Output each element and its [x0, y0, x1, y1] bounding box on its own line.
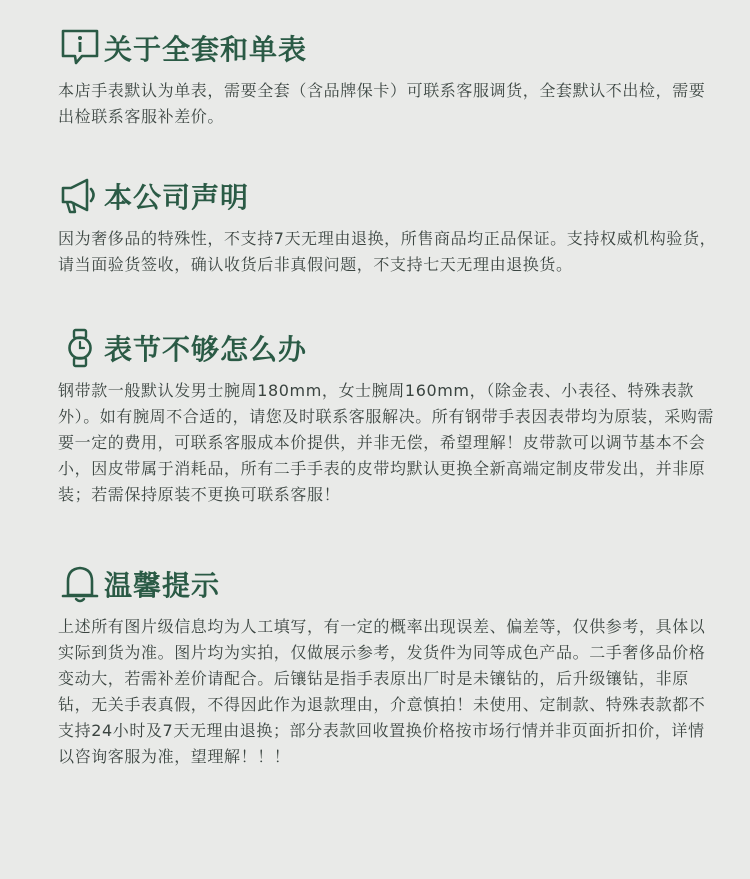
section-warm-tips: [58, 562, 718, 770]
section-body: 因为奢侈品的特殊性，不支持7天无理由退换，所售商品均正品保证。支持权威机构验货，请当面验货签收，确认收货后非真假问题，不支持七天无理由退换货。: [58, 229, 717, 274]
section-body: 钢带款一般默认发男士腕周180mm，女士腕周160mm，（除金表、小表径、特殊表款外）。如有腕周不合适的，请您及时联系客服解决。所有钢带手表因表带均为原装，采购需要一定的费用，可联系客服成本价提供，并非无偿，希望理解！皮带款可以调节基本不会小，因皮带属于消耗品，所有二手手表的皮带均默认更换全新高端定制皮带发出，并非原装；若需保持原装不更换可联系客服！: [58, 381, 715, 504]
section-body: 上述所有图片级信息均为人工填写，有一定的概率出现误差、偏差等，仅供参考，具体以实际到货为准。图片均为实拍，仅做展示参考，发货件为同等成色产品。二手奢侈品价格变动大，若需补差价请配合。后镶钻是指手表原出厂时是未镶钻的，后升级镶钻，非原钻，无关手表真假，不得因此作为退款理由，介意慎拍！未使用、定制款、特殊表款都不支持24小时及7天无理由退换；部分表款回收置换价格按市场行情并非页面折扣价，详情以咨询客服为准，望理解！！！: [58, 617, 706, 766]
section-header: [58, 562, 718, 606]
watch-icon: [58, 326, 102, 370]
section-title: 温馨提示: [104, 569, 221, 602]
bell-icon: [58, 562, 102, 606]
section-header: [58, 326, 718, 370]
section-company-statement: [58, 174, 718, 278]
info-speech-bubble-icon: [58, 26, 102, 70]
section-title: 关于全套和单表: [104, 33, 308, 66]
section-watch-links: [58, 326, 718, 508]
section-full-set-info: [58, 26, 718, 130]
section-title: 表节不够怎么办: [104, 333, 308, 366]
section-title: 本公司声明: [104, 181, 250, 214]
section-header: [58, 26, 718, 70]
section-body: 本店手表默认为单表，需要全套（含品牌保卡）可联系客服调货，全套默认不出检，需要出检联系客服补差价。: [58, 81, 706, 126]
section-header: [58, 174, 718, 218]
megaphone-icon: [58, 174, 102, 218]
